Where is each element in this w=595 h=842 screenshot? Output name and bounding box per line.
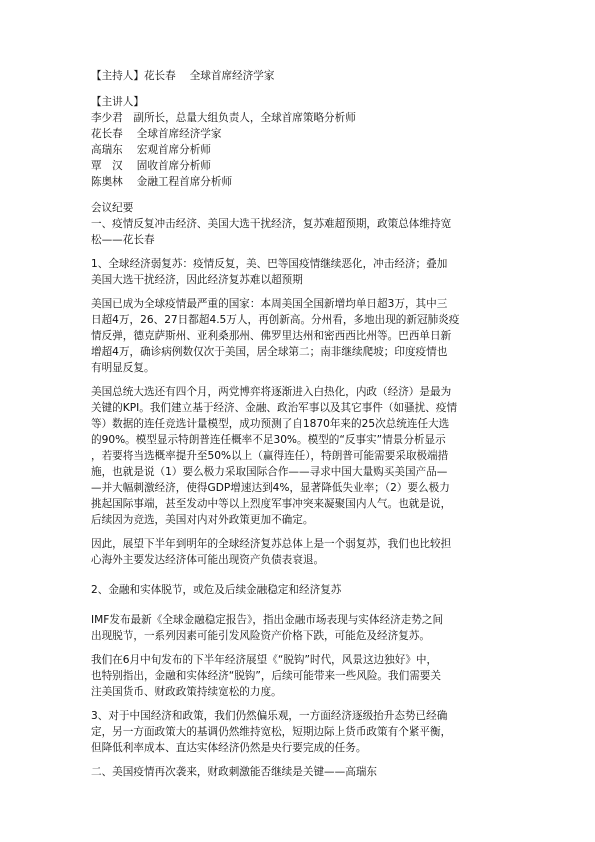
speaker-item: 李少君 副所长，总量大组负责人，全球首席策略分析师	[91, 112, 356, 124]
paragraph-line: 注美国货币、财政政策持续宽松的力度。	[91, 686, 282, 698]
speakers-header: 【主讲人】	[91, 96, 144, 108]
paragraph-line: 1、全球经济弱复苏：疫情反复，美、巴等国疫情继续恶化，冲击经济；叠加	[91, 258, 448, 270]
paragraph-line: 心海外主要发达经济体可能出现资产负债表衰退。	[91, 554, 325, 566]
paragraph-line: 出现脱节，一系列因素可能引发风险资产价格下跌，可能危及经济复苏。	[91, 630, 430, 642]
minutes-block	[91, 200, 513, 248]
section-heading-2	[91, 764, 513, 780]
paragraph-line: 情反弹，德克萨斯州、亚利桑那州、佛罗里达州和密西西比州等。巴西单日新	[91, 330, 452, 342]
speaker-item: 陈奥林 金融工程首席分析师	[91, 176, 233, 188]
paragraph-line: ，若要将当选概率提升至50%以上（赢得连任），特朗普可能需要采取极端措	[91, 450, 449, 462]
paragraph-line: 等）数据的连任竞选计量模型，成功预测了自1870年来的25次总统连任大选	[91, 418, 450, 430]
paragraph-decoupling	[91, 652, 513, 700]
paragraph-line: 关键的KPI。我们建立基于经济、金融、政治军事以及其它事件（如骚扰、疫情	[91, 402, 458, 414]
paragraph-line: 2、金融和实体脱节，或危及后续金融稳定和经济复苏	[91, 584, 342, 596]
paragraph-line: 定，另一方面政策大的基调仍然维持宽松，短期边际上货币政策有个紧平衡，	[91, 726, 452, 738]
subheading-1	[91, 256, 513, 288]
speaker-item: 覃 汉 固收首席分析师	[91, 160, 211, 172]
paragraph-line: 美国大选干扰经济，因此经济复苏难以超预期	[91, 274, 303, 286]
paragraph-line: 后续因为竞选，美国对内对外政策更加不确定。	[91, 514, 314, 526]
paragraph-line: IMF发布最新《全球金融稳定报告》，指出金融市场表现与实体经济走势之间	[91, 614, 444, 626]
paragraph-election	[91, 384, 513, 528]
paragraph-line: 我们在6月中旬发布的下半年经济展望《“脱钩”时代，风景这边独好》中，	[91, 654, 438, 666]
host-line: 【主持人】花长春 全球首席经济学家	[91, 70, 275, 82]
paragraph-line: —并大幅刺激经济，使得GDP增速达到4%，显著降低失业率；（2）要么极力	[91, 482, 450, 494]
section-heading-1: 一、疫情反复冲击经济、美国大选干扰经济，复苏难超预期，政策总体维持宽	[91, 218, 452, 230]
paragraph-imf	[91, 612, 513, 644]
paragraph-line: 也特别指出，金融和实体经济“脱钩”，后续可能带来一些风险。我们需要关	[91, 670, 441, 682]
speakers-block	[91, 94, 513, 190]
paragraph-line: 有明显反复。	[91, 362, 155, 374]
speaker-item: 高瑞东 宏观首席分析师	[91, 144, 211, 156]
subheading-2	[91, 582, 513, 598]
paragraph-line: 美国已成为全球疫情最严重的国家：本周美国全国新增均单日超3万，其中三	[91, 298, 448, 310]
paragraph-line: 二、美国疫情再次袭来，财政刺激能否继续是关键——高瑞东	[91, 766, 378, 778]
paragraph-line: 但降低利率成本、直达实体经济仍然是央行要完成的任务。	[91, 742, 367, 754]
section-heading-1: 松——花长春	[91, 234, 155, 246]
paragraph-line: 施，也就是说（1）要么极力采取国际合作——寻求中国大量购买美国产品—	[91, 466, 448, 478]
subheading-3	[91, 708, 513, 756]
paragraph-line: 增超4万，确诊病例数仅次于美国，居全球第二；南非继续爬坡；印度疫情也	[91, 346, 448, 358]
speaker-item: 花长春 全球首席经济学家	[91, 128, 222, 140]
paragraph-line: 美国总统大选还有四个月，两党博弈将逐渐进入白热化，内政（经济）是最为	[91, 386, 452, 398]
paragraph-line: 因此，展望下半年到明年的全球经济复苏总体上是一个弱复苏，我们也比较担	[91, 538, 452, 550]
paragraph-line: 日超4万，26、27日都超4.5万人，再创新高。分州看，多地出现的新冠肺炎疫	[91, 314, 460, 326]
paragraph-us-epidemic	[91, 296, 513, 376]
paragraph-line: 挑起国际事端，甚至发动中等以上烈度军事冲突来凝聚国内人气。也就是说，	[91, 498, 452, 510]
minutes-title: 会议纪要	[91, 202, 134, 214]
paragraph-outlook	[91, 536, 513, 568]
paragraph-line: 的90%。模型显示特朗普连任概率不足30%。模型的“反事实”情景分析显示	[91, 434, 446, 446]
paragraph-line: 3、对于中国经济和政策，我们仍然偏乐观，一方面经济逐级抬升态势已经确	[91, 710, 448, 722]
